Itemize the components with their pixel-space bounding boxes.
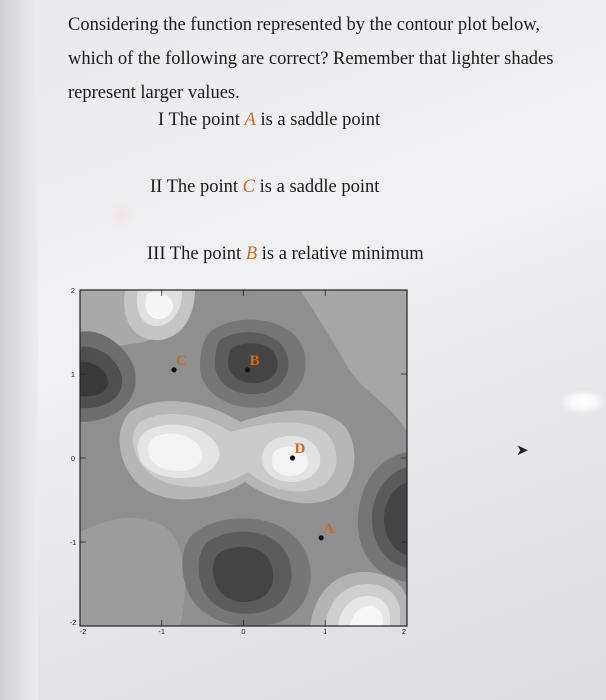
screen-reflection [106, 200, 136, 230]
statement-before: The point [169, 244, 242, 264]
statement-point-label: C [242, 177, 256, 197]
screen-bezel [0, 0, 38, 700]
y-tick-label: 0 [70, 454, 76, 463]
point-a-label: A [323, 520, 335, 537]
statement-point-label: B [245, 244, 258, 264]
arrow-pointer-icon: ➤ [516, 443, 529, 459]
point-d-label: D [294, 441, 306, 457]
screen-glare [560, 390, 606, 414]
statement-2 [150, 177, 379, 198]
x-tick-label: 2 [401, 627, 407, 636]
x-tick-label: -1 [158, 627, 166, 636]
y-tick-label: 1 [70, 370, 76, 379]
statement-after: is a saddle point [259, 177, 380, 197]
statement-after: is a saddle point [260, 110, 381, 130]
y-tick-label: 2 [70, 286, 76, 295]
statement-after: is a relative minimum [261, 244, 424, 264]
statement-before: The point [166, 177, 239, 197]
statement-numeral: II [150, 177, 163, 197]
x-tick-label: 1 [323, 627, 328, 636]
question-text: Considering the function represented by the contour plot below, which of the following are correct? Remember that lighter shades represent larger values. [68, 15, 554, 103]
point-c-label: C [176, 352, 187, 369]
contour-plot [70, 282, 410, 637]
statement-before: The point [168, 110, 240, 130]
point-b-label: B [249, 352, 260, 369]
statement-point-label: A [244, 110, 256, 130]
x-tick-label: -2 [79, 627, 87, 636]
statement-numeral: III [147, 244, 166, 264]
contour-regions [80, 290, 407, 627]
statement-numeral: I [158, 110, 165, 130]
statement-1 [158, 110, 380, 131]
y-tick-label: -2 [70, 618, 77, 627]
x-tick-label: 0 [241, 627, 246, 636]
y-tick-label: -1 [70, 538, 77, 547]
statement-3 [147, 244, 424, 265]
